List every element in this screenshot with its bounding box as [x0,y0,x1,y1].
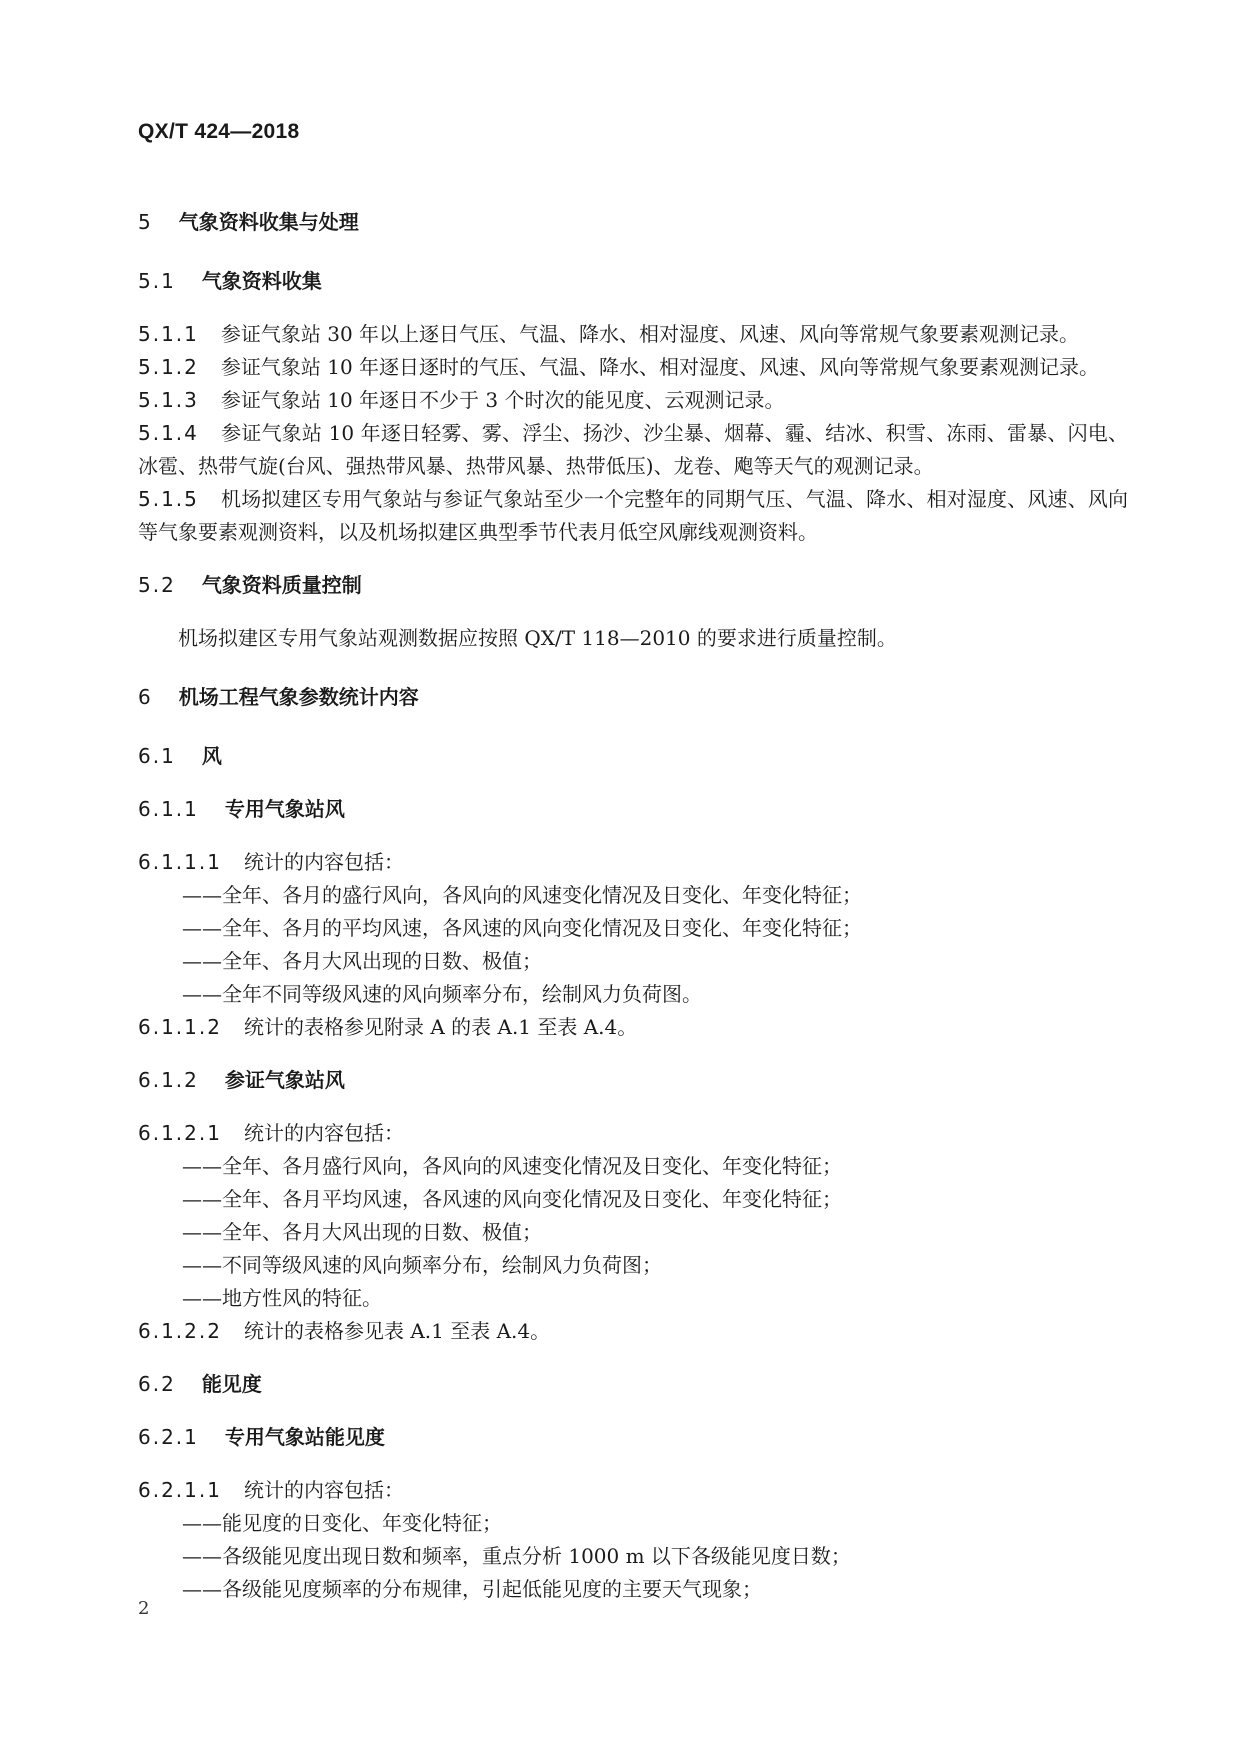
clause-number: 5.1.4 [138,421,199,445]
list-item: ——地方性风的特征。 [182,1286,382,1310]
section-title: 能见度 [201,1372,262,1396]
section-5-2-heading [138,569,1128,602]
clause-5-1-3 [138,384,1128,417]
clause-text: 参证气象站 10 年逐日逐时的气压、气温、降水、相对湿度、风速、风向等常规气象要素观测记录。 [220,355,1100,379]
clause-text: 统计的内容包括： [243,1121,404,1145]
clause-number: 5.1.3 [138,388,199,412]
section-number: 5.1 [138,269,176,293]
clause-6-1-2-1 [138,1117,1128,1150]
clause-text: 机场拟建区专用气象站与参证气象站至少一个完整年的同期气压、气温、降水、相对湿度、风速、风向等气象要素观测资料，以及机场拟建区典型季节代表月低空风廓线观测资料。 [138,487,1128,544]
section-number: 6 [138,685,153,709]
section-number: 6.2.1 [138,1425,199,1449]
clause-number: 5.1.2 [138,355,199,379]
clause-6-2-1-1 [138,1474,1128,1507]
clause-number: 5.1.1 [138,322,199,346]
section-6-2-1-heading [138,1421,1128,1454]
section-6-1-1-heading [138,793,1128,826]
clause-text: 统计的内容包括： [243,1478,404,1502]
list-item: ——全年、各月盛行风向，各风向的风速变化情况及日变化、年变化特征； [182,1154,842,1178]
section-6-2-heading [138,1368,1128,1401]
clause-text: 参证气象站 30 年以上逐日气压、气温、降水、相对湿度、风速、风向等常规气象要素观测记录。 [220,322,1080,346]
section-title: 专用气象站风 [224,797,345,821]
list-item: ——全年、各月平均风速，各风速的风向变化情况及日变化、年变化特征； [182,1187,842,1211]
section-title: 气象资料收集 [201,269,322,293]
clause-6-1-2-2 [138,1315,1128,1348]
section-number: 5.2 [138,573,176,597]
clause-text: 统计的表格参见表 A.1 至表 A.4。 [243,1319,551,1343]
clause-5-1-4 [138,417,1128,483]
section-number: 6.1 [138,744,176,768]
clause-number: 6.2.1.1 [138,1478,222,1502]
section-6-1-heading [138,740,1128,773]
section-title: 气象资料收集与处理 [178,210,359,234]
clause-text: 统计的内容包括： [243,850,404,874]
list-item: ——能见度的日变化、年变化特征； [182,1511,502,1535]
clause-text: 参证气象站 10 年逐日不少于 3 个时次的能见度、云观测记录。 [220,388,785,412]
section-number: 6.1.1 [138,797,199,821]
list-item: ——不同等级风速的风向频率分布，绘制风力负荷图； [182,1253,662,1277]
list-item: ——全年、各月的平均风速，各风速的风向变化情况及日变化、年变化特征； [182,916,862,940]
section-number: 6.2 [138,1372,176,1396]
section-5-2-text: 机场拟建区专用气象站观测数据应按照 QX/T 118—2010 的要求进行质量控制。 [178,626,897,650]
section-title: 机场工程气象参数统计内容 [178,685,419,709]
clause-number: 6.1.1.2 [138,1015,222,1039]
clause-5-1-5 [138,483,1128,549]
list-item: ——各级能见度频率的分布规律，引起低能见度的主要天气现象； [182,1577,762,1601]
clause-6-1-1-2 [138,1011,1128,1044]
section-number: 5 [138,210,153,234]
list-item: ——各级能见度出现日数和频率，重点分析 1000 m 以下各级能见度日数； [182,1544,851,1568]
clause-text: 统计的表格参见附录 A 的表 A.1 至表 A.4。 [243,1015,638,1039]
document-body [138,206,1128,1606]
section-6-1-2-heading [138,1064,1128,1097]
section-5-1-items [138,318,1128,549]
section-title: 风 [201,744,222,768]
clause-5-1-2 [138,351,1128,384]
list-item: ——全年、各月大风出现的日数、极值； [182,1220,542,1244]
document-code: QX/T 424—2018 [138,120,300,143]
clause-text: 参证气象站 10 年逐日轻雾、雾、浮尘、扬沙、沙尘暴、烟幕、霾、结冰、积雪、冻雨、雷暴、闪电、冰雹、热带气旋(台风、强热带风暴、热带风暴、热带低压)、龙卷、飑等天气的观测记录。 [138,421,1128,478]
list-item: ——全年、各月大风出现的日数、极值； [182,949,542,973]
clause-number: 6.1.1.1 [138,850,222,874]
section-number: 6.1.2 [138,1068,199,1092]
list-item: ——全年不同等级风速的风向频率分布，绘制风力负荷图。 [182,982,702,1006]
section-5-heading [138,206,1128,239]
clause-number: 6.1.2.2 [138,1319,222,1343]
section-6-heading [138,681,1128,714]
section-title: 参证气象站风 [224,1068,345,1092]
section-title: 气象资料质量控制 [201,573,362,597]
clause-6-1-1-1 [138,846,1128,879]
section-5-1-heading [138,265,1128,298]
page-number: 2 [138,1598,150,1619]
clause-number: 6.1.2.1 [138,1121,222,1145]
list-item: ——全年、各月的盛行风向，各风向的风速变化情况及日变化、年变化特征； [182,883,862,907]
clause-number: 5.1.5 [138,487,199,511]
section-title: 专用气象站能见度 [224,1425,385,1449]
clause-5-1-1 [138,318,1128,351]
